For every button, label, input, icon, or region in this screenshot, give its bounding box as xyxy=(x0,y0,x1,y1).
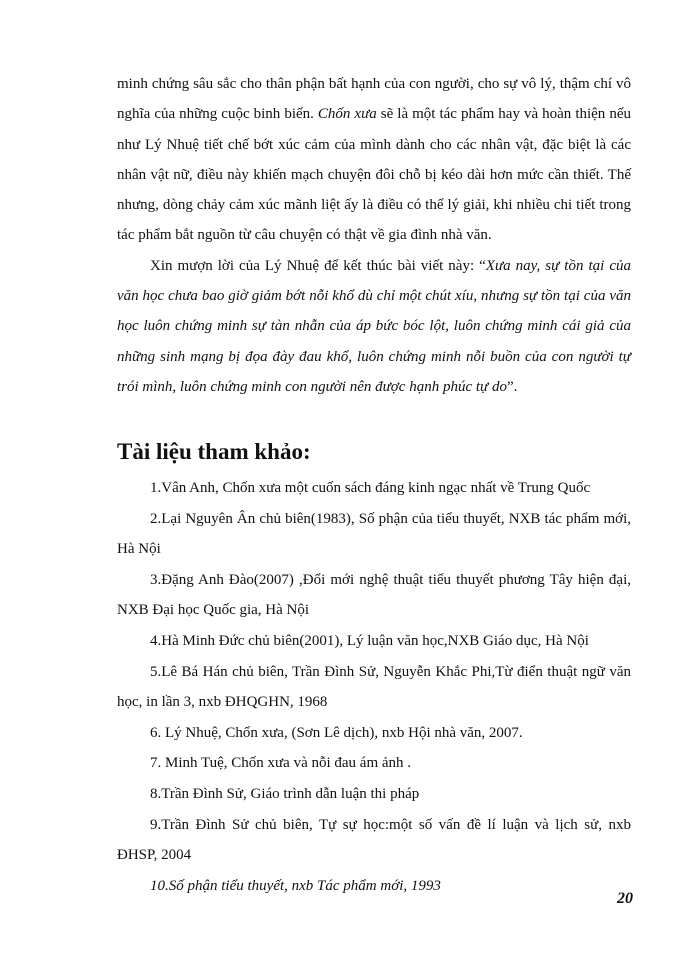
references-heading: Tài liệu tham khảo: xyxy=(117,439,311,464)
page-number: 20 xyxy=(617,890,633,907)
reference-item: 6. Lý Nhuệ, Chốn xưa, (Sơn Lê dịch), nxb Hội nhà văn, 2007. xyxy=(150,724,523,741)
reference-item: 9.Trần Đình Sử chủ biên, Tự sự học:một số vấn đề lí luận và lịch sử, nxb ĐHSP, 2004 xyxy=(117,816,631,864)
reference-item: 10.Số phận tiểu thuyết, nxb Tác phẩm mới, 1993 xyxy=(150,877,441,894)
text-run: Xin mượn lời của Lý Nhuệ để kết thúc bài viết này: “ xyxy=(150,257,486,274)
reference-item: 1.Vân Anh, Chốn xưa một cuốn sách đáng kinh ngạc nhất về Trung Quốc xyxy=(150,480,591,496)
text-run: ”. xyxy=(506,378,518,395)
book-title-italic: Chốn xưa xyxy=(317,106,377,123)
reference-item: 4.Hà Minh Đức chủ biên(2001), Lý luận văn học,NXB Giáo dục, Hà Nội xyxy=(150,632,589,649)
body-text xyxy=(117,69,631,402)
reference-item: 2.Lại Nguyên Ân chủ biên(1983), Số phận của tiểu thuyết, NXB tác phẩm mới, Hà Nội xyxy=(117,510,631,558)
paragraph-conclusion xyxy=(117,69,631,251)
reference-item: 7. Minh Tuệ, Chốn xưa và nỗi đau ám ảnh . xyxy=(150,755,412,772)
references-list xyxy=(117,473,631,901)
reference-item: 8.Trần Đình Sử, Giáo trình dẫn luận thi pháp xyxy=(150,785,420,802)
text-run: minh chứng sâu sắc cho thân phận bất hạnh của con người, cho sự vô lý, thậm chí vô nghĩa của những cuộc binh biến. xyxy=(117,76,631,123)
quote-italic: Xưa nay, sự tồn tại của văn học chưa bao giờ giảm bớt nỗi khổ dù chỉ một chút xíu, nhưng sự tồn tại của văn học luôn chứng minh sự tàn nhẫn của áp bức bóc lột, luôn chứng minh cái giả của những sinh mạng bị đọa đày đau khổ, luôn chứng minh nỗi buồn của con người tự trói mình, luôn chứng minh con người nên được hạnh phúc tự do xyxy=(117,257,631,395)
reference-item: 5.Lê Bá Hán chủ biên, Trần Đình Sử, Nguyễn Khắc Phi,Từ điển thuật ngữ văn học, in lần 3, nxb ĐHQGHN, 1968 xyxy=(117,663,631,711)
reference-item: 3.Đặng Anh Đào(2007) ,Đổi mới nghệ thuật tiểu thuyết phương Tây hiện đại, NXB Đại học Quốc gia, Hà Nội xyxy=(117,571,631,619)
paragraph-quote xyxy=(117,251,631,402)
text-run: sẽ là một tác phẩm hay và hoàn thiện nếu như Lý Nhuệ tiết chế bớt xúc cảm của mình dành cho các nhân vật, đặc biệt là các nhân vật nữ, điều này khiến mạch chuyện đôi chỗ bị kéo dài hơn mức cần thiết. Thế nhưng, dòng chảy cảm xúc mãnh liệt ấy là điều có thể lý giải, khi nhiều chi tiết trong tác phẩm bắt nguồn từ câu chuyện có thật về gia đình nhà văn. xyxy=(117,106,631,244)
